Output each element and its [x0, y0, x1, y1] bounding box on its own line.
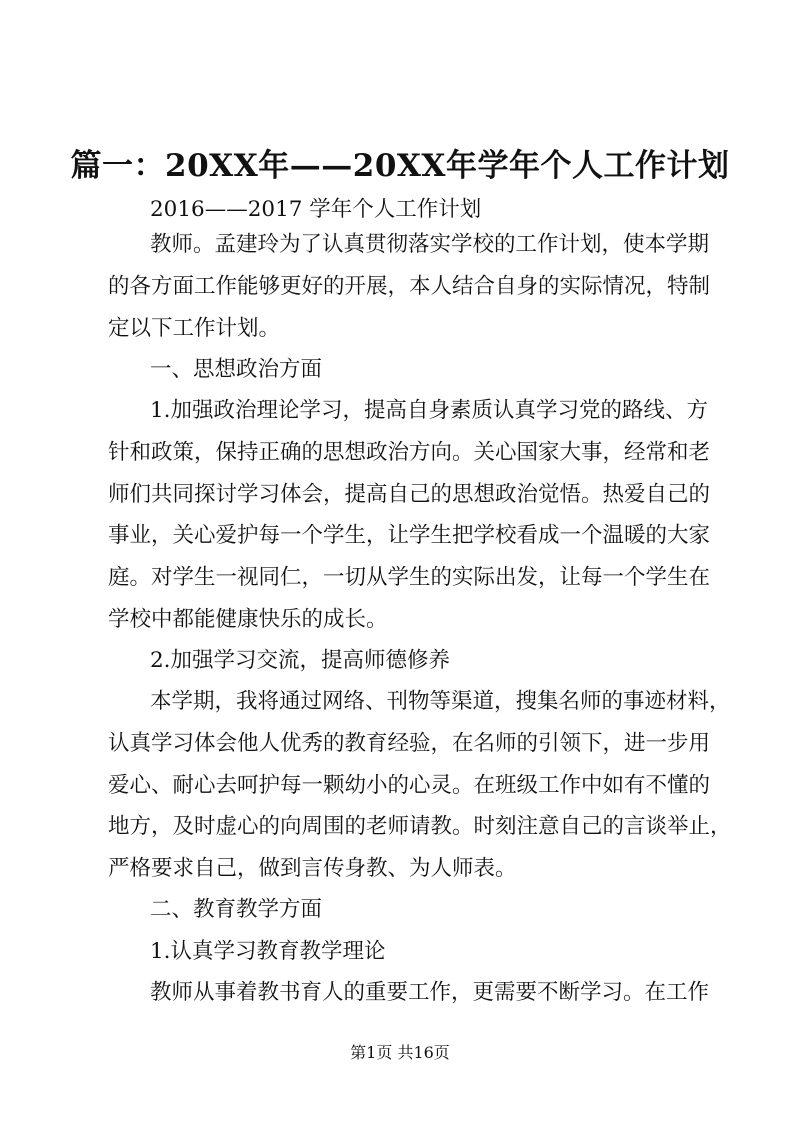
paragraph-line: 爱心、耐心去呵护每一颗幼小的心灵。在班级工作中如有不懂的: [108, 773, 711, 798]
section-heading: 二、教育教学方面: [150, 897, 323, 922]
document-title: 篇一：20XX年——20XX年学年个人工作计划: [70, 148, 730, 184]
section-heading: 一、思想政治方面: [150, 357, 323, 382]
page-footer: 第1页 共16页: [350, 1043, 450, 1062]
paragraph-line: 严格要求自己，做到言传身教、为人师表。: [108, 856, 517, 881]
paragraph-line: 针和政策，保持正确的思想政治方向。关心国家大事，经常和老: [108, 440, 711, 465]
subtitle-line: 2016——2017 学年个人工作计划: [150, 197, 482, 222]
paragraph-line: 的各方面工作能够更好的开展，本人结合自身的实际情况，特制: [108, 274, 711, 299]
paragraph-line: 地方，及时虚心的向周围的老师请教。时刻注意自己的言谈举止，: [108, 814, 732, 839]
paragraph-line: 事业，关心爱护每一个学生，让学生把学校看成一个温暖的大家: [108, 523, 711, 548]
paragraph-line: 本学期，我将通过网络、刊物等渠道，搜集名师的事迹材料，: [150, 689, 731, 714]
paragraph-line: 教师。孟建玲为了认真贯彻落实学校的工作计划，使本学期: [150, 232, 710, 257]
paragraph-line: 学校中都能健康快乐的成长。: [108, 607, 388, 632]
paragraph-line: 1.加强政治理论学习，提高自身素质认真学习党的路线、方: [150, 398, 709, 423]
subsection-heading: 1.认真学习教育教学理论: [150, 939, 386, 964]
paragraph-line: 定以下工作计划。: [108, 316, 281, 341]
paragraph-line: 庭。对学生一视同仁，一切从学生的实际出发，让每一个学生在: [108, 565, 711, 590]
paragraph-line: 师们共同探讨学习体会，提高自己的思想政治觉悟。热爱自己的: [108, 482, 711, 507]
paragraph-line: 认真学习体会他人优秀的教育经验，在名师的引领下，进一步用: [108, 731, 711, 756]
subsection-heading: 2.加强学习交流，提高师德修养: [150, 648, 451, 673]
paragraph-line: 教师从事着教书育人的重要工作，更需要不断学习。在工作: [150, 980, 710, 1005]
